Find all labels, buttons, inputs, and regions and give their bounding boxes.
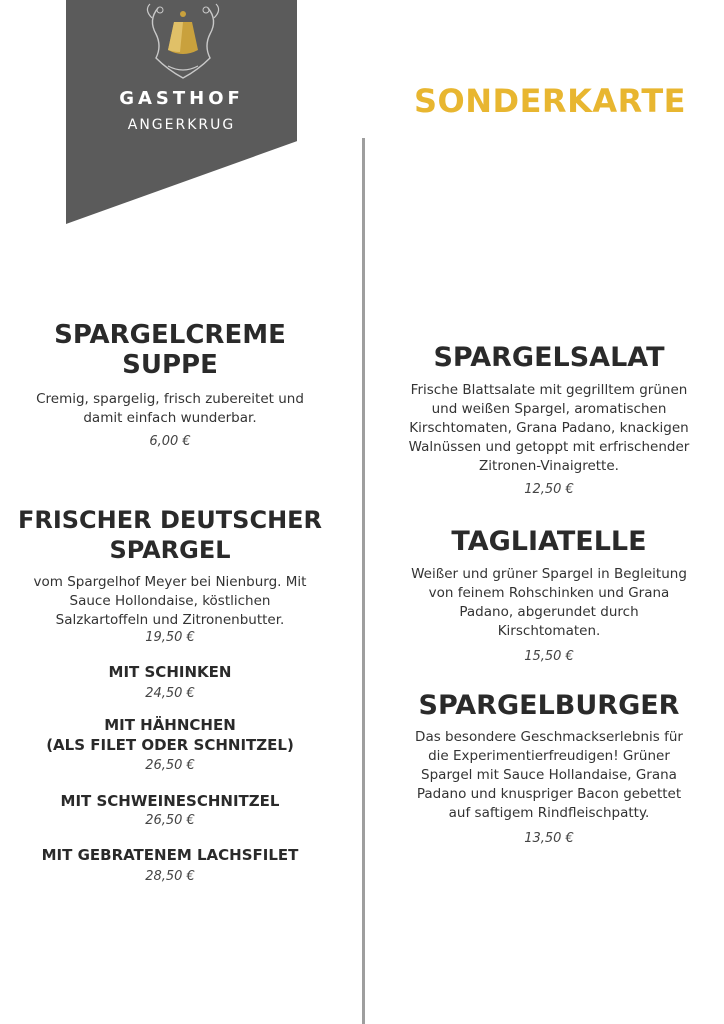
menu-item-price: 13,50 € [524, 831, 574, 846]
option-name: MIT GEBRATENEM LACHSFILET [41, 846, 299, 864]
column-divider [362, 138, 365, 1024]
brand-name: GASTHOF [119, 88, 244, 109]
crest-logo-icon [138, 0, 228, 84]
menu-item-title: SPARGELSALAT [433, 342, 665, 373]
brand-subname: ANGERKRUG [127, 117, 236, 133]
page-title: SONDERKARTE [413, 82, 687, 120]
menu-item-title: SPARGELCREME SUPPE [54, 320, 286, 380]
menu-item-price: 6,00 € [149, 434, 191, 449]
option-name: MIT SCHINKEN [108, 663, 232, 681]
menu-item-description: Weißer und grüner Spargel in Begleitung von feinem Rohschinken und Grana Padano, abgerundet durch Kirschtomaten. [411, 566, 687, 639]
menu-item-title: FRISCHER DEUTSCHER SPARGEL [17, 506, 323, 564]
option-price: 28,50 € [145, 869, 195, 884]
option-price: 26,50 € [145, 813, 195, 828]
option-price: 26,50 € [145, 758, 195, 773]
menu-item-price: 15,50 € [524, 649, 574, 664]
option-price: 24,50 € [145, 686, 195, 701]
menu-item-title: TAGLIATELLE [451, 526, 647, 557]
option-name: MIT SCHWEINESCHNITZEL [60, 792, 280, 810]
menu-item-description: vom Spargelhof Meyer bei Nienburg. Mit Sauce Hollondaise, köstlichen Salzkartoffeln und Zitronenbutter. [33, 574, 307, 628]
option-name: MIT HÄHNCHEN (ALS FILET ODER SCHNITZEL) [46, 716, 294, 754]
menu-item-description: Frische Blattsalate mit gegrilltem grünen und weißen Spargel, aromatischen Kirschtomaten, Grana Padano, knackigen Walnüssen und getoppt mit erfrischender Zitronen-Vinaigrette. [408, 382, 690, 474]
menu-item-price: 12,50 € [524, 482, 574, 497]
menu-item-price: 19,50 € [145, 630, 195, 645]
menu-item-description: Cremig, spargelig, frisch zubereitet und damit einfach wunderbar. [36, 391, 304, 426]
menu-item-description: Das besondere Geschmackserlebnis für die Experimentierfreudigen! Grüner Spargel mit Sauce Hollandaise, Grana Padano und knuspriger Bacon gebettet auf saftigem Rindfleischpatty. [415, 729, 683, 821]
menu-item-title: SPARGELBURGER [418, 690, 680, 721]
